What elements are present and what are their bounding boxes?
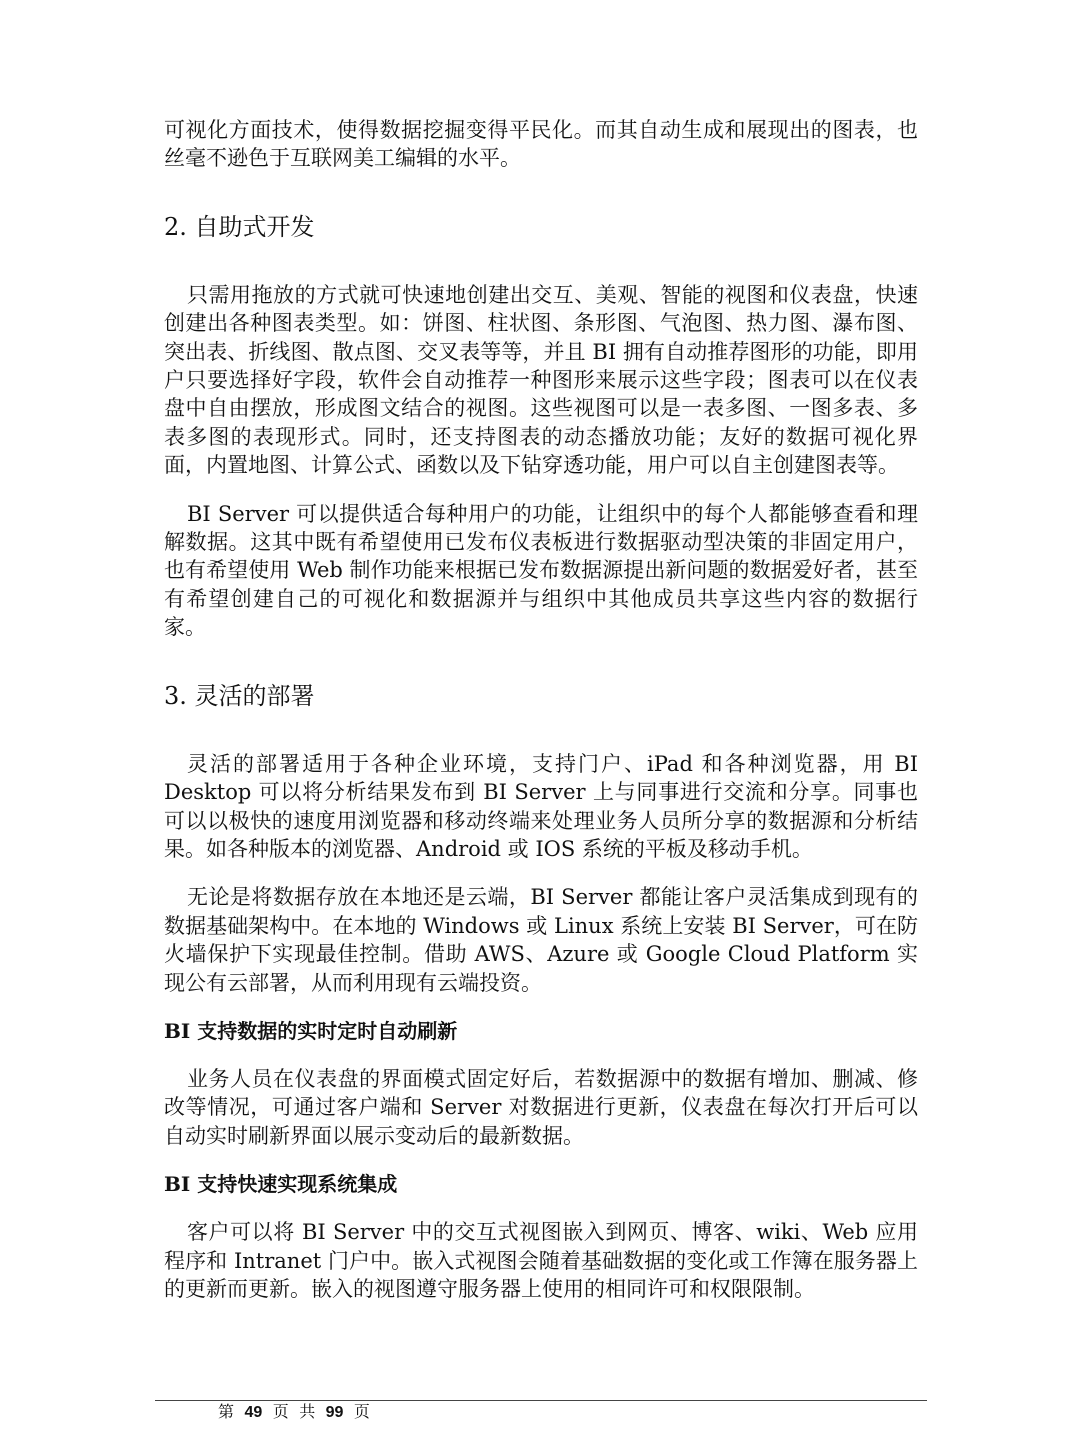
footer-page-label: 页: [272, 1404, 289, 1421]
paragraph-auto-refresh: 业务人员在仪表盘的界面模式固定好后，若数据源中的数据有增加、删减、修改等情况，可通过客户端和 Server 对数据进行更新，仪表盘在每次打开后可以自动实时刷新界面以展示变动后的最新数据。: [164, 1066, 918, 1148]
section-heading-self-service-development: 2. 自助式开发: [164, 212, 315, 241]
footer-total-prefix: 共: [299, 1404, 316, 1421]
paragraph-local-or-cloud: 无论是将数据存放在本地还是云端，BI Server 都能让客户灵活集成到现有的数据基础架构中。在本地的 Windows 或 Linux 系统上安装 BI Server，可在防火墙保护下实现最佳控制。借助 AWS、Azure 或 Google Cloud Platform 实现公有云部署，从而利用现有云端投资。: [164, 885, 918, 995]
footer-total-label: 页: [353, 1404, 370, 1421]
paragraph-drag-and-drop: 只需用拖放的方式就可快速地创建出交互、美观、智能的视图和仪表盘，快速创建出各种图表类型。如：饼图、柱状图、条形图、气泡图、热力图、瀑布图、突出表、折线图、散点图、交叉表等等，并且 BI 拥有自动推荐图形的功能，即用户只要选择好字段，软件会自动推荐一种图形来展示这些字段；图表可以在仪表盘中自由摆放，形成图文结合的视图。这些视图可以是一表多图、一图多表、多表多图的表现形式。同时，还支持图表的动态播放功能；友好的数据可视化界面，内置地图、计算公式、函数以及下钻穿透功能，用户可以自主创建图表等。: [164, 282, 918, 478]
subheading-system-integration: BI 支持快速实现系统集成: [164, 1172, 398, 1197]
paragraph-visualization-continued: 可视化方面技术，使得数据挖掘变得平民化。而其自动生成和展现出的图表，也丝毫不逊色于互联网美工编辑的水平。: [164, 118, 918, 171]
footer-divider: [155, 1400, 927, 1401]
footer-page-prefix: 第: [218, 1404, 235, 1421]
subheading-auto-refresh: BI 支持数据的实时定时自动刷新: [164, 1018, 458, 1043]
page-footer: [218, 1402, 370, 1424]
footer-current-page: 49: [244, 1404, 263, 1421]
paragraph-bi-server-users: BI Server 可以提供适合每种用户的功能，让组织中的每个人都能够查看和理解数据。这其中既有希望使用已发布仪表板进行数据驱动型决策的非固定用户，也有希望使用 Web 制作功能来根据已发布数据源提出新问题的数据爱好者，甚至有希望创建自己的可视化和数据源并与组织中其他成员共享这些内容的数据行家。: [164, 501, 918, 640]
section-heading-flexible-deployment: 3. 灵活的部署: [164, 681, 315, 710]
paragraph-deployment-environments: 灵活的部署适用于各种企业环境，支持门户、iPad 和各种浏览器，用 BI Desktop 可以将分析结果发布到 BI Server 上与同事进行交流和分享。同事也可以以极快的速度用浏览器和移动终端来处理业务人员所分享的数据源和分析结果。如各种版本的浏览器、Android 或 IOS 系统的平板及移动手机。: [164, 751, 918, 861]
page-content: [164, 116, 918, 1303]
footer-total-pages: 99: [325, 1404, 344, 1421]
paragraph-embedded-views: 客户可以将 BI Server 中的交互式视图嵌入到网页、博客、wiki、Web 应用程序和 Intranet 门户中。嵌入式视图会随着基础数据的变化或工作簿在服务器上的更新而更新。嵌入的视图遵守服务器上使用的相同许可和权限限制。: [164, 1220, 918, 1301]
